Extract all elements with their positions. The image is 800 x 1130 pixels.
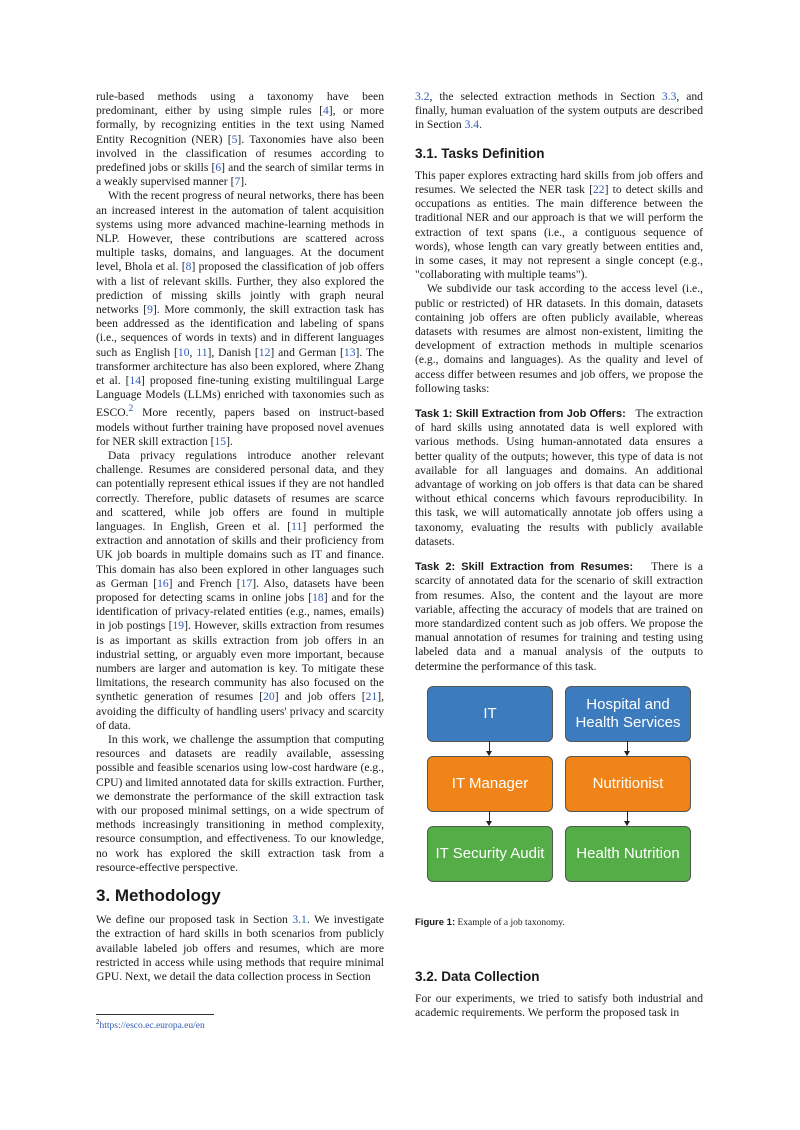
citation-link[interactable]: 6 <box>215 161 222 175</box>
citation-link[interactable]: 4 <box>322 104 329 118</box>
taxonomy-arrow <box>489 811 490 825</box>
taxonomy-arrow <box>627 741 628 755</box>
footnote <box>96 1018 205 1031</box>
taxonomy-node: Health Nutrition <box>565 826 691 882</box>
citation-link[interactable]: 19 <box>172 619 185 633</box>
taxonomy-node: Nutritionist <box>565 756 691 812</box>
citation-link[interactable]: 22 <box>593 183 605 197</box>
subsection-heading-tasks: 3.1. Tasks Definition <box>415 145 545 161</box>
citation-link[interactable]: 16 <box>157 576 169 590</box>
footnote-marker[interactable]: 2 <box>128 403 134 415</box>
citation-link[interactable]: 20 <box>263 690 275 704</box>
task-2-title: Task 2: Skill Extraction from Resumes: <box>415 561 634 574</box>
right-column <box>415 90 703 1021</box>
left-column <box>96 90 384 984</box>
job-taxonomy-figure <box>415 686 703 906</box>
section-link[interactable]: 3.3 <box>661 90 677 103</box>
citation-link[interactable]: 5 <box>231 132 238 146</box>
citation-link[interactable]: 15 <box>214 434 227 448</box>
left-paragraph-1: rule-based methods using a taxonomy have been predominant, either by using simple rules [4], or more formally, by recognizing entities in the text using Named Entity Recognition (NER) [5]. Taxonomies have also been involved in the classification of resumes according to predefined jobs or skills [6] and the search of similar terms in a weakly supervised manner [7]. <box>96 90 384 189</box>
left-paragraph-4: In this work, we challenge the assumption that computing resources and datasets are readily available, assessing possible and feasible scenarios using low-cost hardware (e.g., CPU) and limited annotated data for skills extraction. Further, we demonstrate the performance of the skill extraction task with our proposed minimal settings, on a wide spectrum of methods increasingly transitioning in method complexity, resource consumption, and effectiveness. To our knowledge, no work has explored the skill extraction task from a resource-effective perspective. <box>96 733 384 874</box>
citation-link[interactable]: 8 <box>185 260 192 274</box>
section-link[interactable]: 3.2 <box>415 90 430 103</box>
left-paragraph-3: Data privacy regulations introduce another relevant challenge. Resumes are considered personal data, and they can potentially represent ethical issues if they are not handled correctly. Therefore, public datasets of resumes are scarce and scattered, while job offers are found in multiple languages. In English, Green et al. [11] performed the extraction and annotation of skills and their proficiency from UK job boards in multiple domains such as IT and finance. This domain has also been explored in other languages such as German [16] and French [17]. Also, datasets have been proposed for detecting scams in online jobs [18] and for the identification of privacy-related entities (e.g., names, emails) in job postings [19]. However, skills extraction from resumes is as important as skills extraction from job offers in an industrial setting, or arguably even more important, because numbers are larger and automation is key. To mitigate these limitations, the research community has also focused on the synthetic generation of resumes [20] and job offers [21], avoiding the difficulty of handling users' privacy and scarcity of data. <box>96 448 385 732</box>
taxonomy-node: IT Security Audit <box>427 826 553 882</box>
subsection-heading-data-collection: 3.2. Data Collection <box>415 968 540 984</box>
citation-link[interactable]: 13 <box>343 345 356 359</box>
section-link[interactable]: 3.4 <box>464 118 480 132</box>
figure-caption: Figure 1: Example of a job taxonomy. <box>415 916 565 928</box>
right-paragraph-3: We subdivide our task according to the access level (i.e., public or restricted) of HR datasets. In this domain, datasets containing job offers are often publicly available, whereas datasets with resumes are almost non-existent, limiting the development of extraction methods in multiple scenarios (e.g., domains and languages). As the quality and level of access differ between resumes and job offers, we propose the following tasks: <box>415 282 703 395</box>
section-heading-methodology: 3. Methodology <box>96 886 221 906</box>
task-2-paragraph: Task 2: Skill Extraction from Resumes: There is a scarcity of annotated data for the scenario of skill extraction from resumes. Also, the content and the layout are more variable, affecting the accuracy of models that are trained on more standardized content such as job offers. We propose the manual annotation of resumes for training and testing using labeled data and a manual analysis of the outputs to determine the performance of this task. <box>415 560 703 673</box>
footnote-number: 2 <box>96 1018 100 1026</box>
right-paragraph-1: 3.2, the selected extraction methods in Section 3.3, and finally, human evaluation of the system outputs are described in Section 3.4. <box>415 90 703 132</box>
left-paragraph-5: We define our proposed task in Section 3.1. We investigate the extraction of hard skills in both scenarios from publicly available labeled job offers and resumes, which are more restricted in access while using methods that require minimal GPU. Next, we detail the data collection process in Section <box>96 913 384 984</box>
footnote-url[interactable]: https://esco.ec.europa.eu/en <box>99 1021 205 1032</box>
right-paragraph-2: This paper explores extracting hard skills from job offers and resumes. We selected the NER task [22] to detect skills and occupations as entities. The main difference between the traditional NER and our approach is that we will perform the extraction of text spans (i.e., a contiguous sequence of words), whose length can vary greatly between entities and, in some cases, it may not represent a single concept (e.g., "collaborating with multiple teams"). <box>415 168 703 282</box>
task-1-title: Task 1: Skill Extraction from Job Offers: <box>415 408 626 421</box>
task-1-paragraph: Task 1: Skill Extraction from Job Offers: The extraction of hard skills using annotated data is well explored with various methods. Using human-annotated data ensures a better quality of the outputs; however, this type of data is not available for all languages and domains. An additional advantage of working on job offers is that data can be shared without ethical concerns which favours reproducibility. In this task, we will automatically annotate job offers using a taxonomy, evaluating the results with publicly available datasets. <box>415 407 703 548</box>
citation-link[interactable]: 21 <box>365 690 378 704</box>
citation-link[interactable]: 17 <box>240 576 253 590</box>
taxonomy-node: IT Manager <box>427 756 553 812</box>
citation-link[interactable]: 12 <box>258 345 271 359</box>
citation-link[interactable]: 11 <box>291 519 303 533</box>
citation-link[interactable]: 18 <box>312 590 324 604</box>
taxonomy-arrow <box>489 741 490 755</box>
footnote-divider <box>96 1014 214 1015</box>
citation-link[interactable]: 11 <box>196 345 208 359</box>
left-paragraph-2: With the recent progress of neural networks, there has been an increased interest in the automation of talent acquisition systems using more advanced machine-learning methods in NLP. However, these contributions are scattered across multiple tasks, domains, and languages. At the document level, Bhola et al. [8] proposed the classification of job offers with a list of relevant skills. Further, they also explored the prediction of missing skills jointly with graph neural networks [9]. More commonly, the skill extraction task has been addressed as the identification and labeling of spans (i.e., sequences of words in texts) and in different languages such as English [10, 11], Danish [12] and German [13]. The transformer architecture has also been explored, where Zhang et al. [14] proposed fine-tuning existing multilingual Large Language Models (LLMs) enriched with taxonomies such as ESCO.$^2$ More recently, papers based on instruct-based models without further training have proposed novel avenues for NER skill extraction [15]. <box>96 189 385 448</box>
citation-link[interactable]: 10 <box>177 345 190 359</box>
taxonomy-node: IT <box>427 686 553 742</box>
taxonomy-node: Hospital and Health Services <box>565 686 691 742</box>
right-paragraph-4: For our experiments, we tried to satisfy both industrial and academic requirements. We perform the proposed task in <box>415 992 703 1020</box>
taxonomy-arrow <box>627 811 628 825</box>
citation-link[interactable]: 14 <box>129 374 142 388</box>
section-link[interactable]: 3.1 <box>292 913 307 927</box>
citation-link[interactable]: 9 <box>147 303 153 317</box>
citation-link[interactable]: 7 <box>234 175 241 189</box>
